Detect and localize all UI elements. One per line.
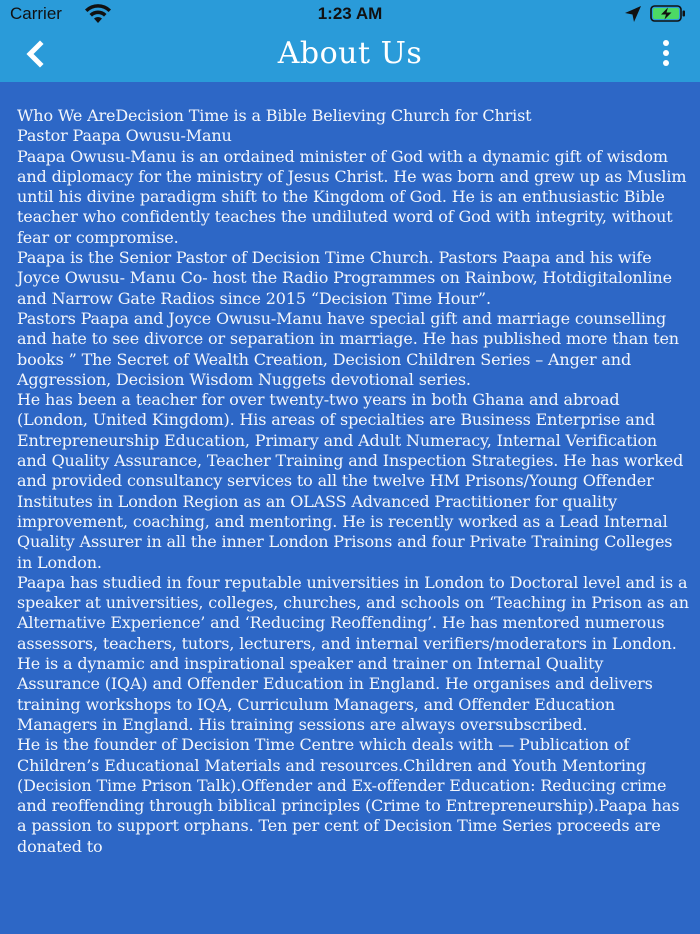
about-paragraph: Paapa Owusu-Manu is an ordained minister of God with a dynamic gift of wisdom and diplomacy for the ministry of Jesus Christ. He was born and grew up as Muslim until his divine paradigm shift to the Kingdom of God. He is an enthusiastic Bible teacher who confidently teaches the undiluted word of God with integrity, without fear or compromise. <box>17 146 687 247</box>
about-paragraph: He is the founder of Decision Time Centre which deals with — Publication of Children’s Educational Materials and resources.Children and Youth Mentoring (Decision Time Prison Talk).Offender and Ex-offender Education: Reducing crime and reoffending through biblical principles (Crime to Entrepreneurship).Paapa has a passion to support orphans. Ten per cent of Decision Time Series proceeds are donated to <box>17 735 680 856</box>
more-vertical-icon[interactable] <box>656 38 676 70</box>
about-paragraph: Pastors Paapa and Joyce Owusu-Manu have special gift and marriage counselling and hate to see divorce or separation in marriage. He has published more than ten books ” The Secret of Wealth Creation, Decision Children Series – Anger and Aggression, Decision Wisdom Nuggets devotional series. <box>17 308 679 389</box>
location-arrow-icon <box>624 5 642 23</box>
carrier-label: Carrier <box>10 4 62 23</box>
page-title: About Us <box>277 36 423 71</box>
navigation-bar <box>0 28 700 82</box>
clock-time: 1:23 AM <box>317 4 383 23</box>
about-paragraph: Who We AreDecision Time is a Bible Believing Church for Christ <box>17 106 532 125</box>
about-text <box>17 106 689 857</box>
about-paragraph: Pastor Paapa Owusu-Manu <box>17 126 232 146</box>
status-bar <box>0 0 700 28</box>
battery-charging-icon <box>650 5 686 22</box>
about-paragraph: Paapa has studied in four reputable universities in London to Doctoral level and is a speaker at universities, colleges, churches, and schools on ‘Teaching in Prison as an Alternative Experience’ and ‘Reducing Reoffending’. He has mentored numerous assessors, teachers, tutors, lecturers, and internal verifiers/moderators in London. He is a dynamic and inspirational speaker and trainer on Internal Quality Assurance (IQA) and Offender Education in England. He organises and delivers training workshops to IQA, Curriculum Managers, and Offender Education Managers in England. His training sessions are always oversubscribed. <box>17 572 689 734</box>
about-content[interactable] <box>0 82 700 934</box>
about-paragraph: He has been a teacher for over twenty-two years in both Ghana and abroad (London, United Kingdom). His areas of specialties are Business Enterprise and Entrepreneurship Education, Primary and Adult Numeracy, Internal Verification and Quality Assurance, Teacher Training and Inspection Strategies. He has worked and provided consultancy services to all the twelve HM Prisons/Young Offender Institutes in London Region as an OLASS Advanced Practitioner for quality improvement, coaching, and mentoring. He is recently worked as a Lead Internal Quality Assurer in all the inner London Prisons and four Private Training Colleges in London. <box>17 390 684 572</box>
about-paragraph: Paapa is the Senior Pastor of Decision Time Church. Pastors Paapa and his wife Joyce Owusu- Manu Co- host the Radio Programmes on Rainbow, Hotdigitalonline and Narrow Gate Radios since 2015 “Decision Time Hour”. <box>17 248 672 308</box>
